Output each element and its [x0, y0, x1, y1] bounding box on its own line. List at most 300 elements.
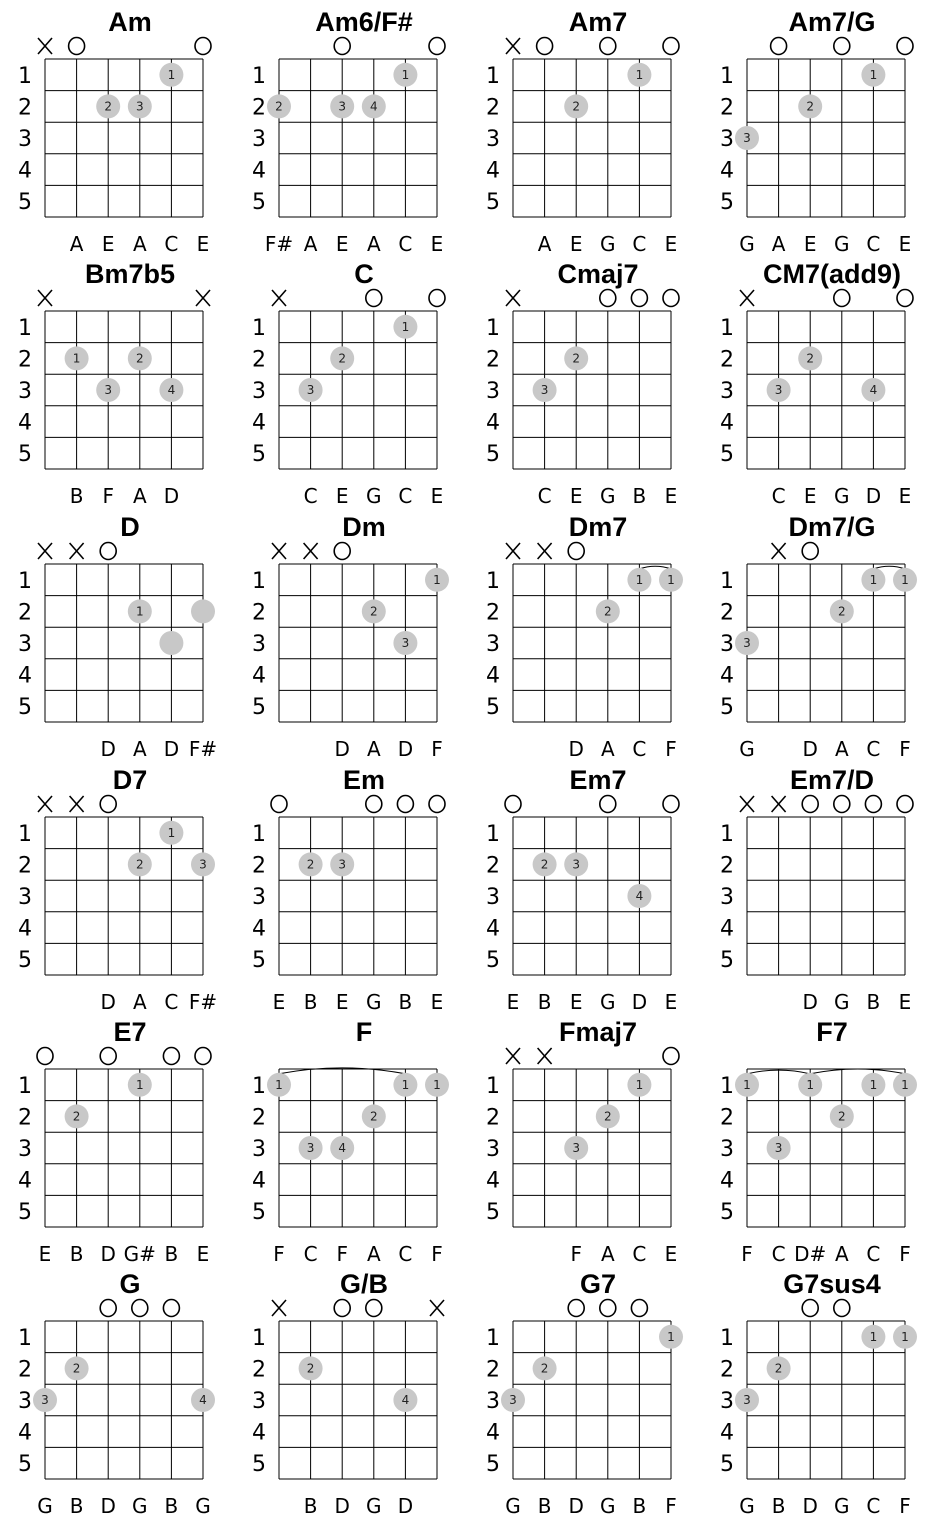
- muted-string-marker: [538, 543, 552, 559]
- fret-number: 1: [720, 568, 734, 594]
- open-string-marker: [69, 38, 85, 55]
- open-string-marker: [568, 1300, 584, 1317]
- fret-number: 3: [720, 885, 734, 910]
- finger-number: 3: [41, 1393, 49, 1407]
- note-label: E: [803, 484, 817, 508]
- finger-number: 3: [540, 383, 549, 397]
- finger-number: 1: [806, 1077, 815, 1092]
- fret-number: 1: [486, 63, 500, 89]
- note-label: D: [334, 737, 350, 761]
- fret-number: 4: [486, 916, 500, 942]
- fret-number: 1: [252, 1073, 266, 1099]
- open-string-marker: [271, 796, 287, 813]
- note-label: E: [898, 990, 912, 1014]
- note-label: E: [664, 1242, 678, 1266]
- muted-string-marker: [70, 796, 84, 812]
- note-label: F: [431, 1242, 443, 1266]
- note-label: F: [665, 737, 677, 761]
- note-label: B: [69, 1494, 84, 1516]
- fret-number: 5: [18, 695, 32, 721]
- fret-number: 2: [720, 347, 734, 373]
- open-string-marker: [834, 38, 850, 55]
- fret-number: 5: [18, 442, 32, 468]
- note-label: B: [398, 990, 413, 1014]
- note-label: C: [866, 1494, 881, 1516]
- note-label: G: [834, 1494, 850, 1516]
- fret-number: 4: [18, 916, 32, 942]
- finger-number: 1: [167, 825, 176, 840]
- fret-number: 2: [486, 853, 500, 879]
- open-string-marker: [897, 796, 913, 813]
- fret-number: 1: [486, 315, 500, 341]
- note-label: E: [569, 232, 583, 256]
- note-label: B: [69, 1242, 84, 1266]
- open-string-marker: [663, 1048, 679, 1065]
- finger-number: 1: [135, 604, 144, 619]
- fret-number: 5: [720, 1452, 734, 1478]
- fret-number: 5: [252, 948, 266, 974]
- open-string-marker: [195, 38, 211, 55]
- open-string-marker: [600, 38, 616, 55]
- note-label: A: [366, 737, 381, 761]
- note-label: A: [303, 232, 318, 256]
- finger-number: 4: [369, 99, 378, 114]
- finger-number: 2: [72, 1109, 81, 1124]
- finger-number: 3: [306, 383, 315, 397]
- fret-number: 1: [486, 1325, 500, 1351]
- fret-number: 2: [18, 853, 32, 879]
- finger-number: 3: [774, 1141, 783, 1155]
- fret-number: 5: [252, 190, 266, 216]
- chord-diagram: [720, 1017, 917, 1266]
- fret-number: 4: [720, 410, 734, 436]
- finger-number: 1: [433, 1077, 441, 1092]
- fret-number: 4: [252, 158, 266, 184]
- finger-number: 2: [837, 1109, 846, 1124]
- finger-number: 2: [572, 99, 581, 114]
- muted-string-marker: [538, 1048, 552, 1064]
- chord-diagram: [252, 512, 449, 761]
- chord-diagram: [18, 765, 217, 1014]
- fret-number: 5: [18, 948, 32, 974]
- open-string-marker: [132, 1300, 148, 1317]
- fret-number: 1: [18, 568, 32, 594]
- open-string-marker: [802, 796, 818, 813]
- note-label: C: [398, 1242, 413, 1266]
- fret-number: 1: [720, 821, 734, 847]
- chord-name: G7: [579, 1269, 617, 1299]
- finger-number: 1: [433, 572, 441, 587]
- finger-number: 2: [572, 351, 581, 366]
- note-label: E: [569, 484, 583, 508]
- note-label: C: [866, 1242, 881, 1266]
- note-label: A: [834, 1242, 849, 1266]
- finger-number: 1: [401, 319, 410, 334]
- note-label: F: [899, 737, 911, 761]
- note-label: D: [100, 1494, 116, 1516]
- finger-number: 1: [869, 1329, 878, 1344]
- fret-number: 1: [252, 568, 266, 594]
- fret-number: 2: [18, 347, 32, 373]
- note-label: D: [397, 1494, 414, 1516]
- muted-string-marker: [38, 796, 52, 812]
- fret-number: 4: [18, 1420, 32, 1446]
- note-label: G: [739, 737, 755, 761]
- fret-number: 2: [252, 347, 266, 373]
- note-label: C: [632, 232, 647, 256]
- open-string-marker: [366, 796, 382, 813]
- note-label: E: [664, 990, 678, 1014]
- note-label: F: [899, 1242, 911, 1266]
- fret-number: 5: [720, 190, 734, 216]
- chord-name: F7: [816, 1017, 848, 1047]
- open-string-marker: [100, 1048, 116, 1065]
- note-label: C: [164, 990, 179, 1014]
- fret-number: 4: [720, 1420, 734, 1446]
- chord-name: D7: [112, 765, 148, 795]
- fret-number: 4: [720, 663, 734, 689]
- fret-number: 2: [486, 95, 500, 121]
- open-string-marker: [834, 796, 850, 813]
- finger-number: 3: [774, 383, 783, 397]
- finger-number: 1: [667, 1329, 675, 1344]
- fret-number: 3: [486, 127, 500, 152]
- finger-dot: [159, 631, 183, 655]
- finger-number: 1: [743, 1077, 751, 1092]
- fret-number: 1: [720, 63, 734, 89]
- fret-number: 3: [720, 632, 734, 657]
- note-label: F#: [188, 737, 218, 761]
- barre-arc: [873, 566, 905, 569]
- finger-number: 1: [635, 572, 644, 587]
- note-label: C: [164, 232, 179, 256]
- open-string-marker: [802, 1300, 818, 1317]
- finger-number: 4: [167, 383, 176, 397]
- note-label: D: [802, 990, 818, 1014]
- note-label: B: [303, 990, 318, 1014]
- note-label: E: [335, 990, 349, 1014]
- fret-number: 5: [486, 190, 500, 216]
- chord-diagram: [486, 512, 683, 761]
- finger-number: 2: [603, 1109, 612, 1124]
- finger-number: 4: [199, 1393, 207, 1407]
- muted-string-marker: [506, 38, 520, 54]
- fret-number: 4: [486, 663, 500, 689]
- note-label: E: [196, 232, 210, 256]
- fret-number: 2: [486, 347, 500, 373]
- chord-diagram: [720, 512, 917, 761]
- fret-number: 2: [720, 1105, 734, 1131]
- fret-number: 2: [18, 1357, 32, 1383]
- fret-number: 2: [252, 1357, 266, 1383]
- note-label: D: [397, 737, 414, 761]
- fret-number: 5: [486, 1200, 500, 1226]
- fret-number: 3: [720, 1389, 734, 1414]
- chord-name: Dm7: [568, 512, 628, 542]
- barre-arc: [810, 1069, 905, 1074]
- chord-diagram: [720, 765, 913, 1014]
- finger-number: 1: [869, 67, 878, 82]
- chord-diagram: [486, 7, 679, 256]
- finger-number: 2: [603, 604, 612, 619]
- finger-number: 1: [901, 1077, 909, 1092]
- finger-number: 2: [837, 604, 846, 619]
- fret-number: 4: [486, 1420, 500, 1446]
- chord-diagram: [720, 259, 913, 508]
- finger-number: 1: [401, 67, 410, 82]
- fret-number: 5: [18, 1200, 32, 1226]
- fret-number: 5: [720, 695, 734, 721]
- open-string-marker: [802, 543, 818, 560]
- fret-number: 3: [486, 1389, 500, 1414]
- fret-number: 3: [252, 885, 266, 910]
- open-string-marker: [366, 1300, 382, 1317]
- finger-number: 2: [369, 604, 378, 619]
- fret-number: 4: [18, 1168, 32, 1194]
- finger-number: 1: [135, 1077, 144, 1092]
- note-label: E: [569, 990, 583, 1014]
- open-string-marker: [37, 1048, 53, 1065]
- chord-diagram: [18, 7, 211, 256]
- muted-string-marker: [70, 543, 84, 559]
- fret-number: 5: [252, 442, 266, 468]
- fret-number: 1: [252, 315, 266, 341]
- muted-string-marker: [272, 290, 286, 306]
- note-label: B: [164, 1242, 179, 1266]
- note-label: G: [834, 232, 850, 256]
- note-label: A: [600, 1242, 615, 1266]
- finger-number: 3: [104, 383, 113, 397]
- note-label: D: [163, 484, 180, 508]
- note-label: E: [38, 1242, 52, 1266]
- note-label: E: [803, 232, 817, 256]
- finger-number: 2: [275, 99, 283, 114]
- fret-number: 2: [486, 600, 500, 626]
- note-label: F: [273, 1242, 285, 1266]
- finger-number: 3: [135, 99, 144, 114]
- note-label: G: [739, 232, 755, 256]
- chord-name: Fmaj7: [558, 1017, 638, 1047]
- finger-number: 3: [572, 857, 581, 872]
- finger-number: 4: [869, 383, 878, 397]
- muted-string-marker: [740, 796, 754, 812]
- open-string-marker: [334, 543, 350, 560]
- finger-number: 3: [572, 1141, 581, 1155]
- finger-number: 1: [667, 572, 675, 587]
- chord-diagram: [486, 1017, 679, 1266]
- muted-string-marker: [772, 796, 786, 812]
- chord-name: G/B: [339, 1269, 389, 1299]
- fret-number: 2: [486, 1105, 500, 1131]
- chord-name: G: [119, 1269, 141, 1299]
- open-string-marker: [897, 38, 913, 55]
- note-label: B: [632, 484, 647, 508]
- finger-number: 1: [869, 1077, 878, 1092]
- barre-arc: [639, 566, 671, 569]
- note-label: D: [802, 737, 818, 761]
- note-label: D: [802, 1494, 818, 1516]
- finger-number: 2: [806, 351, 815, 366]
- fret-number: 1: [252, 1325, 266, 1351]
- fret-number: 3: [486, 379, 500, 404]
- note-label: F: [431, 737, 443, 761]
- open-string-marker: [600, 796, 616, 813]
- fret-number: 3: [252, 379, 266, 404]
- fret-number: 1: [720, 1325, 734, 1351]
- fret-number: 1: [252, 821, 266, 847]
- chord-name: Em7: [569, 765, 627, 795]
- finger-number: 1: [901, 1329, 909, 1344]
- note-label: A: [132, 737, 147, 761]
- note-label: E: [898, 484, 912, 508]
- fret-number: 4: [252, 410, 266, 436]
- note-label: G: [195, 1494, 211, 1516]
- note-label: F: [899, 1494, 911, 1516]
- note-label: B: [537, 990, 552, 1014]
- note-label: G#: [123, 1242, 156, 1266]
- open-string-marker: [537, 38, 553, 55]
- finger-number: 1: [901, 572, 909, 587]
- finger-number: 3: [338, 857, 347, 872]
- chord-diagram: [720, 7, 913, 256]
- fret-number: 1: [18, 63, 32, 89]
- chord-diagram: [252, 7, 445, 256]
- fret-number: 5: [486, 948, 500, 974]
- note-label: D: [631, 990, 648, 1014]
- finger-number: 4: [635, 889, 644, 903]
- fret-number: 4: [252, 1420, 266, 1446]
- muted-string-marker: [304, 543, 318, 559]
- fret-number: 4: [18, 410, 32, 436]
- muted-string-marker: [38, 543, 52, 559]
- note-label: D: [100, 1242, 116, 1266]
- muted-string-marker: [772, 543, 786, 559]
- chord-name: CM7(add9): [762, 259, 902, 289]
- open-string-marker: [505, 796, 521, 813]
- note-label: C: [632, 1242, 647, 1266]
- note-label: D: [334, 1494, 350, 1516]
- note-label: D: [568, 737, 584, 761]
- note-label: A: [537, 232, 552, 256]
- fret-number: 3: [18, 885, 32, 910]
- note-label: C: [537, 484, 552, 508]
- note-label: E: [335, 484, 349, 508]
- chord-name: Dm7/G: [788, 512, 876, 542]
- fret-number: 3: [720, 127, 734, 152]
- open-string-marker: [100, 543, 116, 560]
- note-label: E: [664, 232, 678, 256]
- note-label: F: [570, 1242, 582, 1266]
- note-label: G: [505, 1494, 521, 1516]
- fret-number: 3: [252, 1389, 266, 1414]
- note-label: G: [366, 1494, 382, 1516]
- note-label: E: [272, 990, 286, 1014]
- note-label: F: [102, 484, 114, 508]
- fret-number: 2: [720, 95, 734, 121]
- finger-number: 1: [72, 351, 81, 366]
- note-label: F: [336, 1242, 348, 1266]
- note-label: C: [771, 484, 786, 508]
- open-string-marker: [897, 290, 913, 307]
- fret-number: 1: [18, 821, 32, 847]
- finger-number: 2: [338, 351, 347, 366]
- chord-diagram: [252, 1269, 444, 1516]
- muted-string-marker: [38, 38, 52, 54]
- finger-number: 2: [306, 857, 315, 872]
- fret-number: 1: [18, 315, 32, 341]
- finger-number: 3: [199, 857, 207, 872]
- open-string-marker: [429, 796, 445, 813]
- finger-number: 3: [401, 636, 410, 650]
- note-label: D: [100, 737, 116, 761]
- finger-number: 3: [509, 1393, 517, 1407]
- note-label: E: [664, 484, 678, 508]
- note-label: A: [834, 737, 849, 761]
- chord-name: Em7/D: [789, 765, 875, 795]
- chord-diagram: [252, 765, 445, 1014]
- note-label: A: [600, 737, 615, 761]
- finger-number: 2: [806, 99, 815, 114]
- finger-number: 2: [135, 351, 144, 366]
- fret-number: 3: [18, 1389, 32, 1414]
- note-label: F: [741, 1242, 753, 1266]
- open-string-marker: [631, 290, 647, 307]
- fret-number: 2: [18, 1105, 32, 1131]
- muted-string-marker: [506, 543, 520, 559]
- fret-number: 1: [252, 63, 266, 89]
- note-label: A: [366, 1242, 381, 1266]
- open-string-marker: [429, 38, 445, 55]
- chord-name: E7: [113, 1017, 147, 1047]
- finger-number: 2: [135, 857, 144, 872]
- fret-number: 1: [486, 821, 500, 847]
- fret-number: 2: [720, 600, 734, 626]
- chord-name: G7sus4: [783, 1269, 881, 1299]
- fret-number: 3: [486, 1137, 500, 1162]
- note-label: G: [600, 232, 616, 256]
- note-label: B: [632, 1494, 647, 1516]
- note-label: C: [303, 1242, 318, 1266]
- finger-number: 3: [743, 636, 751, 650]
- note-label: G: [366, 484, 382, 508]
- fret-number: 5: [486, 1452, 500, 1478]
- fret-number: 4: [18, 158, 32, 184]
- chord-name: Bm7b5: [84, 259, 176, 289]
- finger-number: 1: [401, 1077, 410, 1092]
- note-label: G: [834, 484, 850, 508]
- fret-number: 4: [252, 1168, 266, 1194]
- note-label: A: [366, 232, 381, 256]
- note-label: G: [600, 484, 616, 508]
- fret-number: 5: [720, 1200, 734, 1226]
- fret-number: 2: [486, 1357, 500, 1383]
- fret-number: 4: [486, 410, 500, 436]
- fret-number: 1: [486, 568, 500, 594]
- note-label: D: [568, 1494, 584, 1516]
- finger-number: 3: [338, 99, 347, 114]
- fret-number: 1: [486, 1073, 500, 1099]
- chord-name: Cmaj7: [557, 259, 639, 289]
- finger-number: 2: [540, 857, 549, 872]
- muted-string-marker: [740, 290, 754, 306]
- note-label: B: [69, 484, 84, 508]
- note-label: G: [739, 1494, 755, 1516]
- fret-number: 3: [252, 127, 266, 152]
- note-label: G: [600, 990, 616, 1014]
- fret-number: 2: [720, 853, 734, 879]
- note-label: A: [132, 990, 147, 1014]
- fret-number: 3: [18, 1137, 32, 1162]
